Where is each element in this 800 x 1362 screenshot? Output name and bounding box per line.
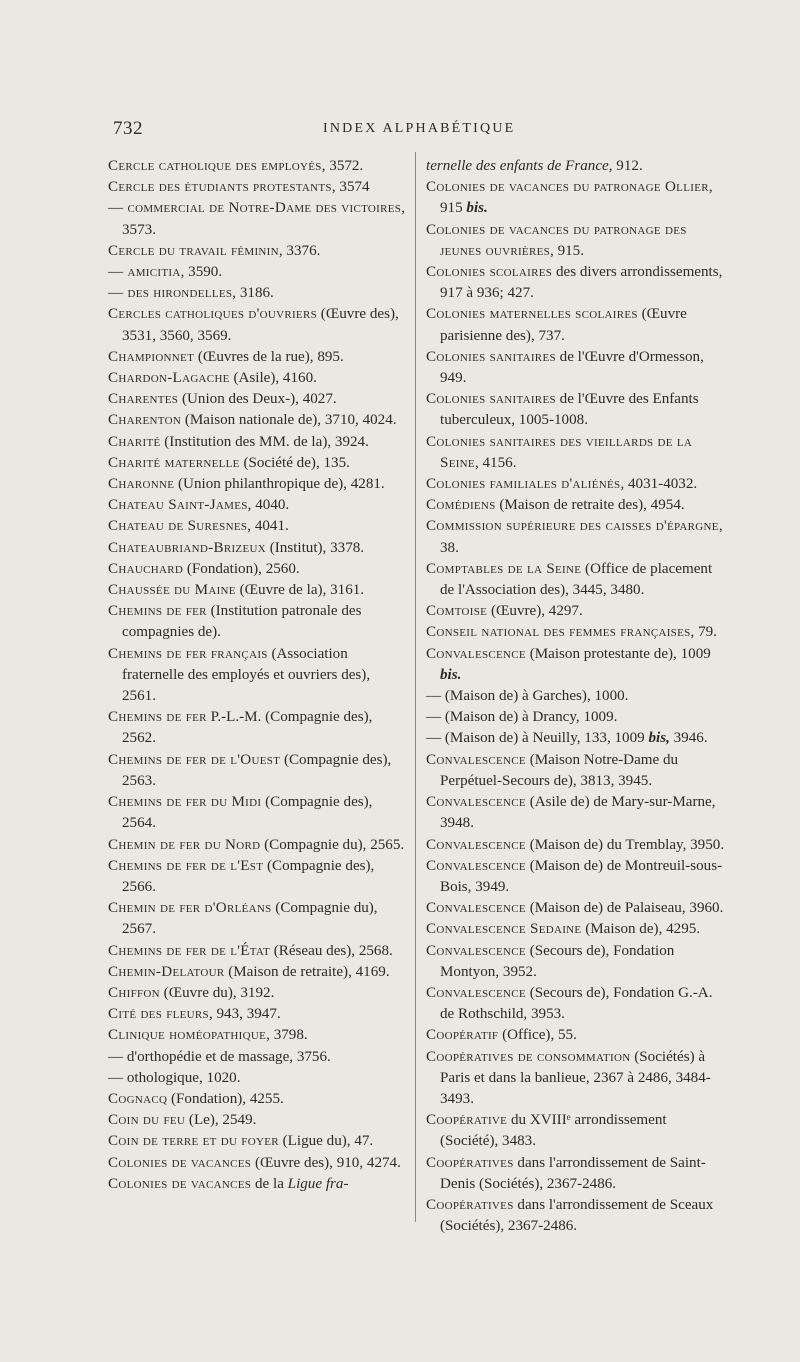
entry-text: (Union philanthropique de), 4281. bbox=[174, 476, 385, 493]
index-entry bbox=[108, 559, 405, 580]
entry-text: (Asile), 4160. bbox=[229, 370, 317, 387]
entry-text: du XVIIIᵉ arrondissement (Société), 3483. bbox=[440, 1112, 667, 1150]
index-entry bbox=[426, 304, 728, 346]
entry-bis: bis. bbox=[466, 200, 488, 217]
page-number: 732 bbox=[113, 118, 143, 139]
index-entry bbox=[108, 962, 405, 983]
entry-text: , 38. bbox=[440, 518, 723, 556]
index-entry bbox=[426, 1153, 728, 1195]
index-entry bbox=[108, 410, 405, 431]
entry-heading: Chiffon bbox=[108, 984, 160, 1001]
index-entry bbox=[426, 792, 728, 834]
index-entry bbox=[426, 1195, 728, 1237]
index-entry bbox=[108, 474, 405, 495]
index-entry bbox=[426, 983, 728, 1025]
entry-text: (Compagnie des), 2566. bbox=[122, 857, 375, 895]
entry-heading: Convalescence bbox=[426, 836, 526, 853]
entry-heading: Chemin de fer d'Orléans bbox=[108, 900, 272, 917]
index-entry bbox=[108, 1004, 405, 1025]
entry-heading: Coopérative bbox=[426, 1112, 508, 1129]
index-column-right bbox=[426, 156, 728, 1237]
entry-heading: Coopératives bbox=[426, 1154, 514, 1171]
entry-text: , 915. bbox=[550, 242, 584, 259]
entry-text: P.-L.-M. (Compagnie des), 2562. bbox=[122, 709, 373, 747]
entry-text: (Maison de) de Montreuil-sous-Bois, 3949. bbox=[440, 857, 723, 895]
entry-heading: Chardon-Lagache bbox=[108, 370, 230, 387]
entry-text: (Institution patronale des compagnies de). bbox=[122, 603, 362, 641]
entry-text: (Compagnie du), 2565. bbox=[260, 836, 405, 853]
index-entry bbox=[426, 220, 728, 262]
entry-heading: Chateau Saint-James bbox=[108, 497, 248, 514]
entry-text: , 3573. bbox=[122, 200, 405, 238]
index-entry bbox=[426, 919, 728, 940]
entry-text: (Office de placement de l'Association des), 3445, 3480. bbox=[440, 560, 713, 599]
entry-heading: Coopératives de consommation bbox=[426, 1048, 631, 1065]
entry-text: de la bbox=[251, 1175, 288, 1192]
index-entry bbox=[108, 1089, 405, 1110]
index-entry bbox=[108, 1153, 405, 1174]
entry-heading: — commercial de Notre-Dame des victoires bbox=[108, 200, 402, 217]
index-entry bbox=[108, 983, 405, 1004]
entry-text: — (Maison de) à Garches), 1000. bbox=[426, 688, 629, 705]
entry-text: (Association fraternelle des employés et ouvriers des), 2561. bbox=[122, 645, 371, 705]
index-entry bbox=[108, 453, 405, 474]
entry-heading: Chemins de fer de l'État bbox=[108, 942, 270, 959]
index-entry bbox=[108, 495, 405, 516]
entry-text: , 915 bbox=[440, 179, 713, 217]
index-entry bbox=[108, 792, 405, 834]
page-header bbox=[113, 118, 725, 142]
index-entry bbox=[426, 686, 728, 707]
entry-heading: Charité bbox=[108, 433, 161, 450]
entry-heading: Convalescence Sedaine bbox=[426, 921, 582, 938]
entry-heading: Conseil national des femmes françaises bbox=[426, 624, 691, 641]
entry-text: , 3590. bbox=[180, 264, 223, 281]
entry-text: , 3574 bbox=[331, 179, 370, 196]
index-entry bbox=[108, 580, 405, 601]
entry-heading: Convalescence bbox=[426, 900, 526, 917]
index-entry bbox=[426, 1110, 728, 1152]
entry-heading: Chaussée du Maine bbox=[108, 582, 236, 599]
entry-text: — othologique, 1020. bbox=[108, 1069, 241, 1086]
entry-heading: Convalescence bbox=[426, 751, 526, 768]
entry-italic: Ligue fra- bbox=[287, 1175, 349, 1192]
entry-heading: Chemins de fer de l'Est bbox=[108, 857, 264, 874]
index-entry bbox=[108, 198, 405, 240]
index-entry bbox=[426, 1025, 728, 1046]
entry-heading: Chateaubriand-Brizeux bbox=[108, 539, 266, 556]
entry-text: (Maison protestante de), 1009 bbox=[525, 645, 711, 662]
entry-text: — (Maison de) à Drancy, 1009. bbox=[426, 709, 618, 726]
entry-text: , 4040. bbox=[247, 497, 290, 514]
entry-text: (Fondation), 4255. bbox=[167, 1090, 284, 1107]
index-entry bbox=[108, 156, 405, 177]
entry-text: dans l'arrondissement de Sceaux (Sociétés), 2367-2486. bbox=[440, 1196, 714, 1235]
index-entry bbox=[108, 368, 405, 389]
entry-text: , 4041. bbox=[247, 518, 289, 535]
index-entry bbox=[426, 559, 728, 601]
running-title: INDEX ALPHABÉTIQUE bbox=[323, 121, 516, 136]
entry-heading: Colonies maternelles scolaires bbox=[426, 306, 638, 323]
entry-text: , 3376. bbox=[278, 242, 321, 259]
entry-heading: Chateau de Suresnes bbox=[108, 518, 248, 535]
entry-text: des divers arrondissements, 917 à 936; 427. bbox=[440, 264, 723, 302]
entry-text: (Œuvre des), 3531, 3560, 3569. bbox=[122, 306, 399, 344]
entry-heading: Comtoise bbox=[426, 603, 488, 620]
index-entry bbox=[426, 347, 728, 389]
index-entry bbox=[108, 835, 405, 856]
index-entry bbox=[108, 347, 405, 368]
index-entry bbox=[108, 304, 405, 346]
entry-italic: ternelle des enfants de France bbox=[426, 158, 609, 174]
entry-heading: Colonies scolaires bbox=[426, 264, 553, 281]
index-entry bbox=[426, 750, 728, 792]
entry-heading: Championnet bbox=[108, 348, 195, 365]
entry-heading: Cercle catholique des employés bbox=[108, 158, 322, 174]
entry-text: , 3186. bbox=[232, 285, 274, 302]
entry-heading: Comédiens bbox=[426, 497, 496, 514]
entry-text: (Maison nationale de), 3710, 4024. bbox=[181, 412, 397, 429]
index-entry bbox=[108, 516, 405, 537]
entry-heading: Cercle du travail féminin bbox=[108, 242, 279, 259]
entry-heading: Coopératives bbox=[426, 1196, 514, 1213]
entry-heading: Colonies sanitaires des vieillards de la Seine bbox=[426, 433, 693, 471]
entry-text: (Sociétés) à Paris et dans la banlieue, 2367 à 2486, 3484-3493. bbox=[440, 1048, 711, 1107]
entry-text: (Asile de) de Mary-sur-Marne, 3948. bbox=[440, 794, 716, 832]
index-entry bbox=[426, 389, 728, 431]
entry-heading: Coin du feu bbox=[108, 1112, 186, 1129]
index-entry bbox=[108, 432, 405, 453]
entry-heading: Charité maternelle bbox=[108, 454, 240, 471]
entry-text: de l'Œuvre des Enfants tuberculeux, 1005-1008. bbox=[440, 391, 699, 429]
index-entry bbox=[108, 241, 405, 262]
entry-text: dans l'arrondissement de Saint-Denis (Sociétés), 2367-2486. bbox=[440, 1154, 706, 1192]
entry-heading: Chemins de fer bbox=[108, 709, 207, 726]
index-entry bbox=[426, 262, 728, 304]
index-entry bbox=[108, 750, 405, 792]
entry-heading: Coopératif bbox=[426, 1027, 499, 1044]
index-entry bbox=[108, 1174, 405, 1195]
entry-heading: Colonies de vacances du patronage Ollier bbox=[426, 179, 709, 196]
index-entry bbox=[108, 644, 405, 708]
entry-text: (Œuvre de la), 3161. bbox=[235, 582, 365, 599]
entry-heading: Chemin de fer du Nord bbox=[108, 836, 261, 853]
entry-text: , 3798. bbox=[266, 1027, 308, 1044]
index-entry bbox=[426, 644, 728, 686]
entry-heading: Chemins de fer du Midi bbox=[108, 794, 262, 811]
entry-text: , 4031-4032. bbox=[620, 476, 698, 493]
entry-heading: Convalescence bbox=[426, 857, 526, 874]
index-entry bbox=[108, 1068, 405, 1089]
entry-text: (Fondation), 2560. bbox=[183, 560, 300, 577]
entry-heading: Commission supérieure des caisses d'épargne bbox=[426, 518, 719, 535]
index-entry bbox=[108, 283, 405, 304]
entry-heading: Chauchard bbox=[108, 560, 184, 577]
index-entry bbox=[426, 728, 728, 749]
index-entry bbox=[426, 1047, 728, 1111]
entry-heading: Colonies sanitaires bbox=[426, 348, 556, 365]
entry-text: (Institution des MM. de la), 3924. bbox=[160, 433, 369, 450]
entry-text: (Œuvres de la rue), 895. bbox=[194, 348, 344, 365]
entry-heading: Comptables de la Seine bbox=[426, 560, 582, 577]
index-entry bbox=[108, 1047, 405, 1068]
entry-heading: — amicitia bbox=[108, 264, 181, 281]
entry-text: (Maison de) de Palaiseau, 3960. bbox=[525, 900, 724, 917]
entry-text: (Maison de retraite), 4169. bbox=[224, 963, 390, 980]
entry-text: (Compagnie du), 2567. bbox=[122, 900, 378, 938]
index-entry bbox=[108, 538, 405, 559]
entry-text: (Ligue du), 47. bbox=[278, 1133, 374, 1150]
entry-tail: , 912. bbox=[608, 158, 643, 174]
entry-text: (Maison de), 4295. bbox=[581, 921, 701, 938]
entry-text: (Maison Notre-Dame du Perpétuel-Secours de), 3813, 3945. bbox=[440, 751, 679, 789]
index-entry bbox=[108, 601, 405, 643]
entry-heading: Colonies de vacances bbox=[108, 1154, 252, 1171]
entry-heading: Charenton bbox=[108, 412, 182, 429]
entry-text: (Compagnie des), 2563. bbox=[122, 751, 392, 789]
index-entry bbox=[426, 707, 728, 728]
entry-text: (Réseau des), 2568. bbox=[269, 942, 393, 959]
entry-text: (Secours de), Fondation Montyon, 3952. bbox=[440, 942, 675, 980]
entry-heading: Convalescence bbox=[426, 942, 526, 959]
entry-heading: Cercles catholiques d'ouvriers bbox=[108, 306, 318, 323]
entry-heading: Convalescence bbox=[426, 984, 526, 1001]
entry-text: (Œuvre), 4297. bbox=[487, 603, 583, 620]
entry-tail: 3946. bbox=[669, 730, 708, 747]
entry-text: de l'Œuvre d'Ormesson, 949. bbox=[440, 348, 704, 387]
entry-text: (Union des Deux-), 4027. bbox=[178, 391, 337, 408]
entry-heading: Convalescence bbox=[426, 794, 526, 811]
entry-text: (Œuvre des), 910, 4274. bbox=[251, 1154, 401, 1171]
index-entry bbox=[426, 474, 728, 495]
entry-heading: Clinique homéopathique bbox=[108, 1027, 267, 1044]
index-entry bbox=[426, 516, 728, 558]
index-entry bbox=[426, 835, 728, 856]
index-entry bbox=[426, 432, 728, 474]
entry-heading: Colonies sanitaires bbox=[426, 391, 556, 408]
index-entry bbox=[426, 495, 728, 516]
index-entry bbox=[426, 601, 728, 622]
entry-heading: Colonies de vacances bbox=[108, 1175, 252, 1192]
index-entry bbox=[426, 156, 728, 177]
entry-text: — (Maison de) à Neuilly, 133, 1009 bbox=[426, 730, 649, 747]
index-entry bbox=[426, 177, 728, 219]
entry-heading: Chemin-Delatour bbox=[108, 963, 225, 980]
entry-text: (Secours de), Fondation G.-A. de Rothschild, 3953. bbox=[440, 984, 713, 1023]
index-entry bbox=[108, 941, 405, 962]
entry-heading: Chemins de fer bbox=[108, 603, 207, 620]
entry-text: (Œuvre du), 3192. bbox=[159, 984, 275, 1001]
entry-bis: bis. bbox=[440, 666, 462, 683]
index-entry bbox=[108, 856, 405, 898]
entry-text: , 79. bbox=[690, 624, 717, 641]
index-entry bbox=[426, 898, 728, 919]
entry-text: — d'orthopédie et de massage, 3756. bbox=[108, 1048, 331, 1065]
entry-text: (Maison de) du Tremblay, 3950. bbox=[525, 836, 725, 853]
index-entry bbox=[108, 389, 405, 410]
index-entry bbox=[426, 941, 728, 983]
index-entry bbox=[108, 177, 405, 198]
index-entry bbox=[108, 262, 405, 283]
index-entry bbox=[108, 898, 405, 940]
entry-heading: Coin de terre et du foyer bbox=[108, 1133, 279, 1150]
index-entry bbox=[108, 1131, 405, 1152]
column-divider bbox=[415, 152, 416, 1222]
index-entry bbox=[108, 707, 405, 749]
entry-heading: Chemins de fer de l'Ouest bbox=[108, 751, 281, 768]
entry-heading: Charentes bbox=[108, 391, 179, 408]
entry-heading: Cognacq bbox=[108, 1090, 168, 1107]
entry-text: (Compagnie des), 2564. bbox=[122, 794, 373, 832]
index-entry bbox=[108, 1110, 405, 1131]
entry-text: (Maison de retraite des), 4954. bbox=[495, 497, 685, 514]
entry-heading: — des hirondelles bbox=[108, 285, 233, 302]
entry-text: , 4156. bbox=[474, 454, 517, 471]
entry-heading: Cercle des étudiants protestants bbox=[108, 179, 332, 196]
index-entry bbox=[426, 622, 728, 643]
entry-heading: Colonies familiales d'aliénés bbox=[426, 476, 621, 493]
entry-text: (Office), 55. bbox=[498, 1027, 577, 1044]
entry-text: (Société de), 135. bbox=[239, 454, 350, 471]
entry-bis: bis, bbox=[648, 730, 670, 747]
entry-heading: Cité des fleurs bbox=[108, 1006, 209, 1023]
entry-heading: Colonies de vacances du patronage des jeunes ouvrières bbox=[426, 221, 687, 259]
index-entry bbox=[426, 856, 728, 898]
entry-heading: Convalescence bbox=[426, 645, 526, 662]
entry-text: (Œuvre parisienne des), 737. bbox=[440, 306, 687, 344]
index-entry bbox=[108, 1025, 405, 1046]
entry-text: , 3572. bbox=[321, 158, 364, 174]
index-column-left bbox=[108, 156, 405, 1195]
entry-text: (Le), 2549. bbox=[185, 1112, 257, 1129]
entry-text: (Institut), 3378. bbox=[265, 539, 365, 556]
entry-text: , 943, 3947. bbox=[208, 1006, 281, 1023]
entry-heading: Chemins de fer français bbox=[108, 645, 268, 662]
entry-heading: Charonne bbox=[108, 476, 175, 493]
